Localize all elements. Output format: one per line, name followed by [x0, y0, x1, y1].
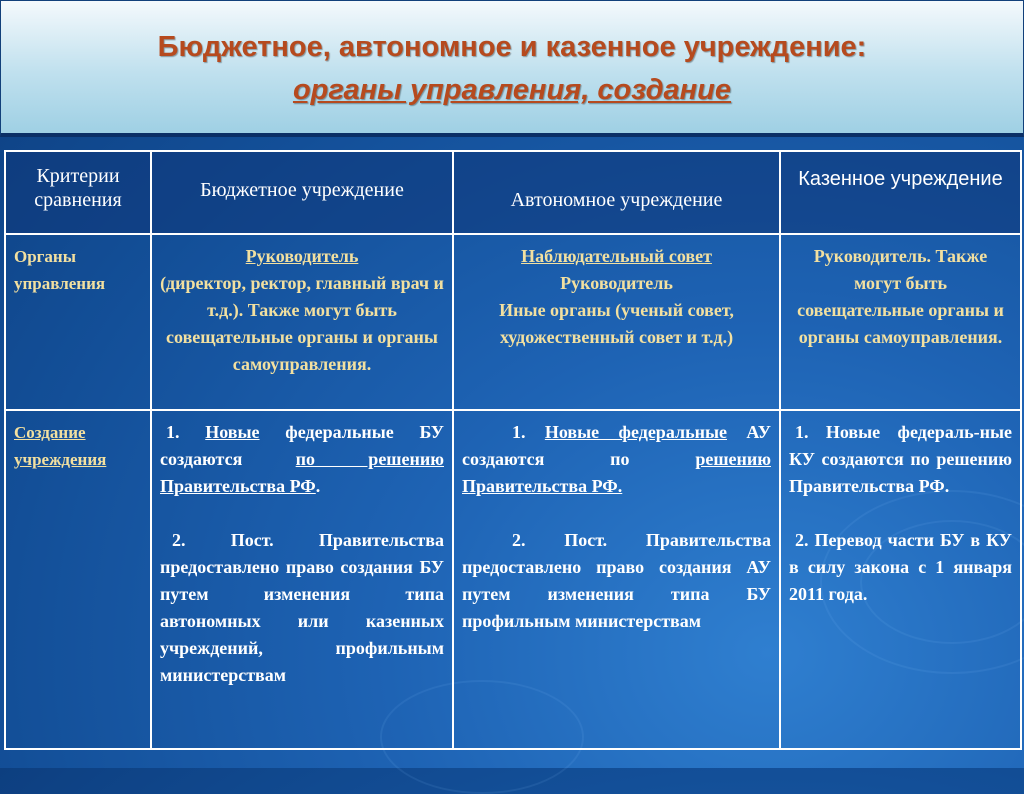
- state-p2: 2. Перевод части БУ в КУ в силу закона с 1 января 2011 года.: [789, 529, 1012, 604]
- autonomous-p2: 2. Пост. Правительства предоставлено право создания АУ путем изменения типа БУ профильным министерствам: [462, 529, 771, 631]
- link-director[interactable]: Руководитель: [245, 245, 359, 266]
- criterion-governance: Органы управления: [5, 234, 151, 410]
- table-row-creation: [5, 410, 1021, 750]
- header-state: Казенное учреждение: [780, 151, 1021, 234]
- table-row-governance: [5, 234, 1021, 410]
- autonomous-p1-num: 1.: [512, 421, 526, 442]
- state-p1: 1. Новые федераль-ные КУ создаются по решению Правительства РФ.: [789, 421, 1012, 496]
- slide-subtitle: органы управления, создание: [292, 74, 732, 106]
- budget-p2: 2. Пост. Правительства предоставлено право создания БУ путем изменения типа автономных или казенных учреждений, профильным министерствам: [160, 529, 444, 685]
- cell-autonomous-creation: [453, 410, 780, 750]
- link-new-federal[interactable]: Новые федеральные: [544, 421, 728, 442]
- cell-budget-governance: [151, 234, 453, 410]
- link-supervisory-board[interactable]: Наблюдательный совет: [521, 245, 712, 266]
- criterion-creation: [5, 410, 151, 750]
- cell-budget-creation: [151, 410, 453, 750]
- table-header-row: [5, 151, 1021, 234]
- slide-title: Бюджетное, автономное и казенное учреждение:: [157, 31, 867, 63]
- cell-autonomous-governance: [453, 234, 780, 410]
- budget-p1-mid: федеральные БУ создаются: [160, 421, 445, 469]
- comparison-table: [4, 150, 1022, 750]
- cell-state-governance: Руководитель. Также могут быть совещательные органы и органы самоуправления.: [780, 234, 1021, 410]
- budget-p1-end: .: [315, 475, 321, 496]
- autonomous-governance-text: Иные органы (ученый совет, художественный совет и т.д.): [499, 299, 734, 347]
- slide-header: [0, 0, 1024, 137]
- link-new-budget[interactable]: Новые: [205, 421, 260, 442]
- budget-p1-num: 1.: [166, 421, 180, 442]
- header-criteria: Критерии сравнения: [5, 151, 151, 234]
- budget-governance-text: (директор, ректор, главный врач и т.д.). Также могут быть совещательные органы и органы самоуправления.: [160, 272, 444, 374]
- autonomous-p1-mid: АУ создаются по: [462, 421, 771, 469]
- header-autonomous: Автономное учреждение: [453, 151, 780, 234]
- link-decision-autonomous[interactable]: решению Правительства РФ.: [462, 448, 771, 496]
- link-creation[interactable]: Создание учреждения: [14, 422, 107, 469]
- header-budget: Бюджетное учреждение: [151, 151, 453, 234]
- link-government-decision[interactable]: по решению Правительства РФ: [160, 448, 444, 496]
- cell-state-creation: [780, 410, 1021, 750]
- autonomous-head-text: Руководитель: [560, 272, 673, 293]
